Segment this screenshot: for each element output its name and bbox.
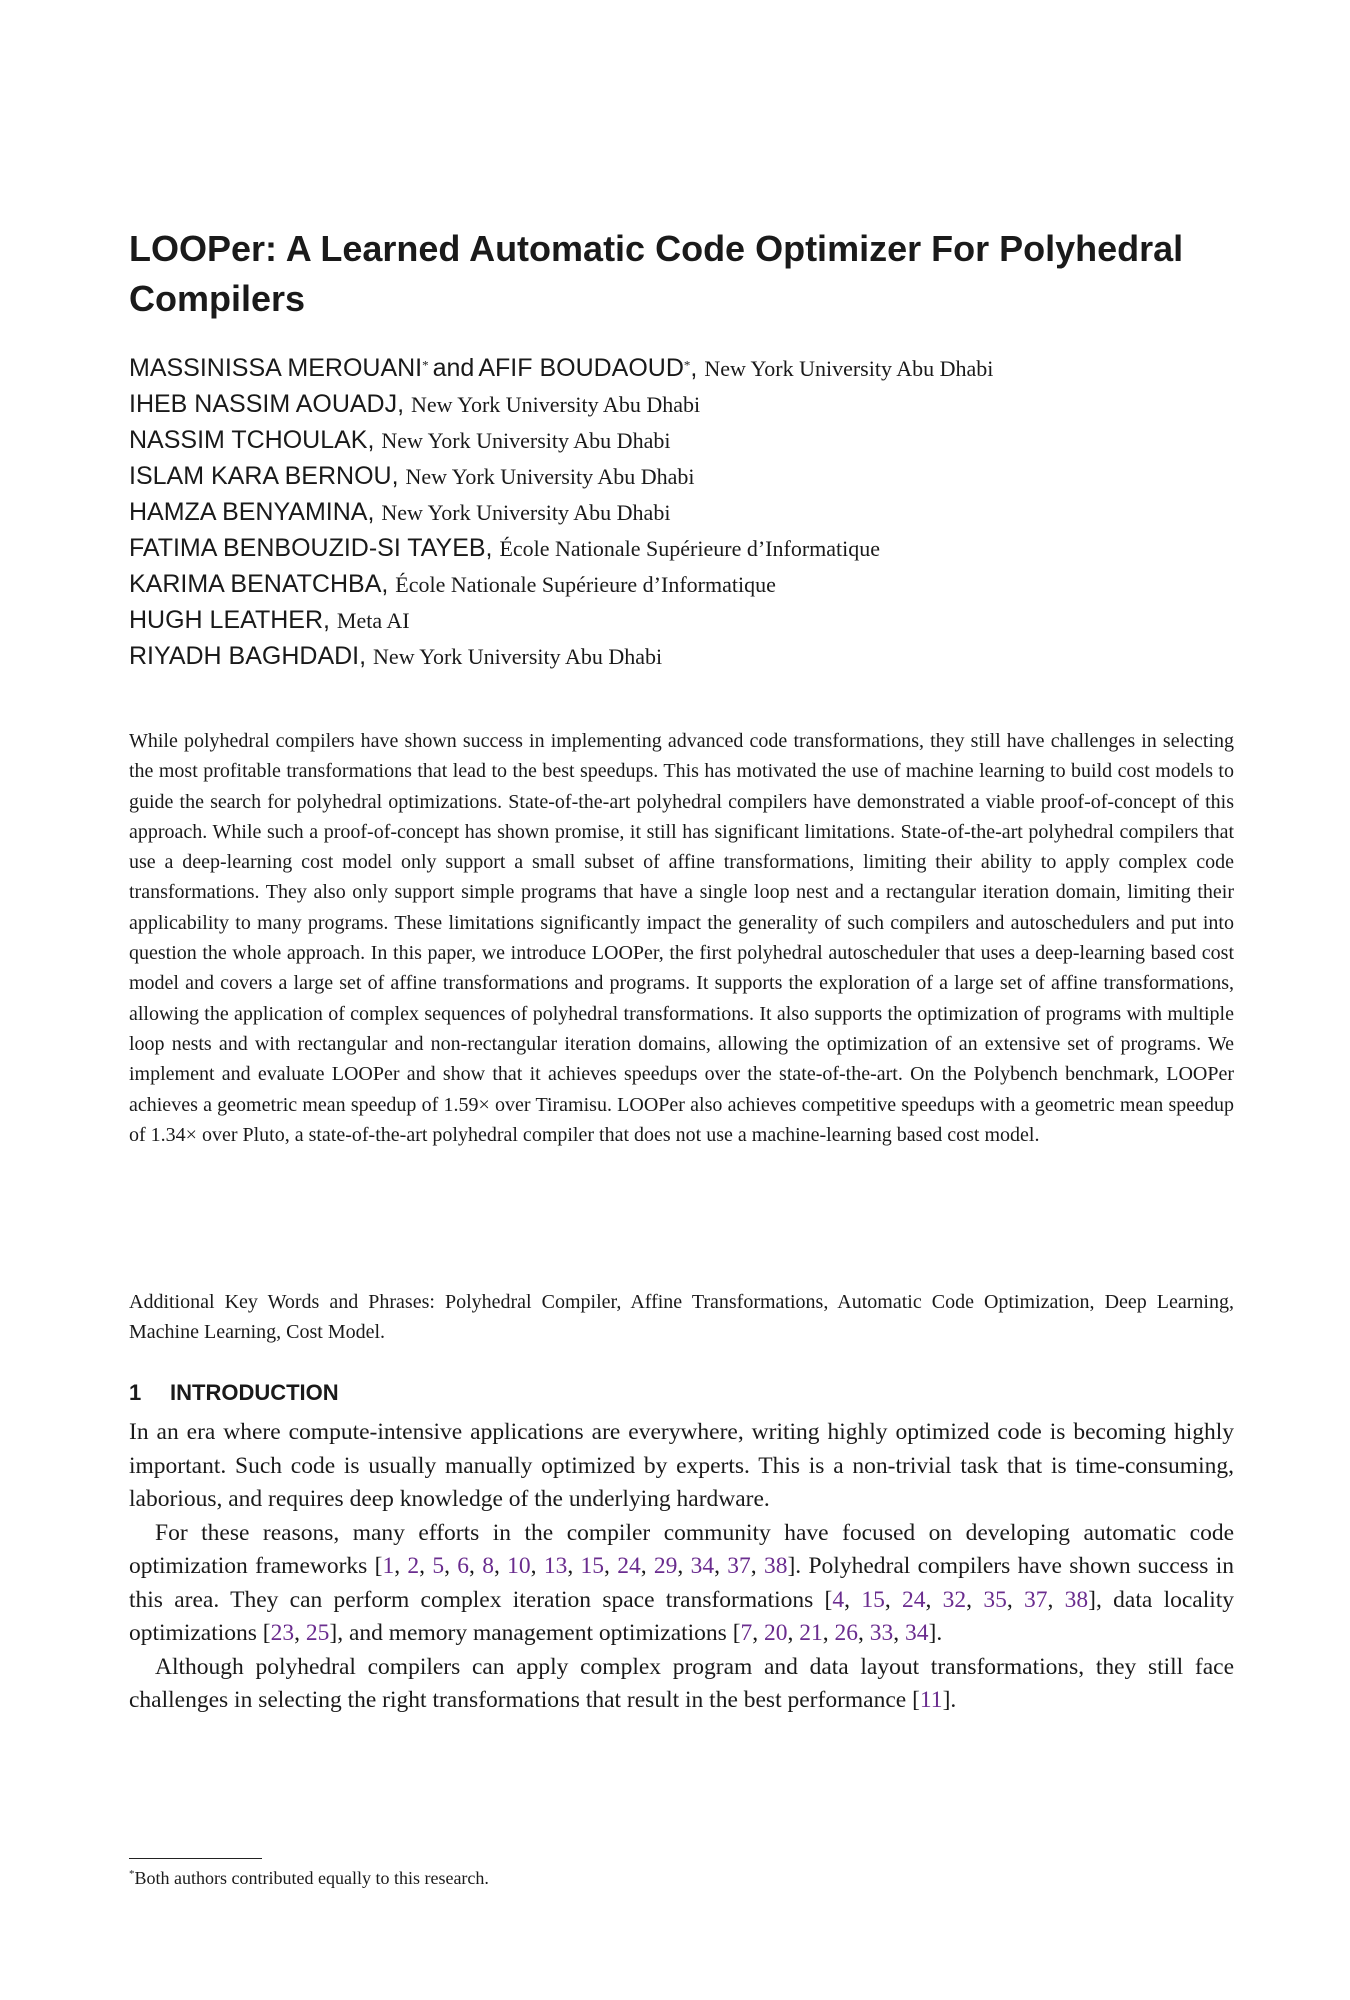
citation-link[interactable]: 15 [861,1586,885,1613]
citation-link[interactable]: 20 [764,1620,788,1646]
citation-link[interactable]: 37 [727,1553,751,1579]
author-line: MASSINISSA MEROUANI* and AFIF BOUDAOUD*, New York University Abu Dhabi [129,354,994,382]
author-affiliation: École Nationale Supérieure d’Informatique [499,536,881,561]
author-name: FATIMA BENBOUZID-SI TAYEB [129,534,486,562]
author-affiliation: Meta AI [336,608,410,633]
author-affiliation: New York University Abu Dhabi [704,356,994,381]
author-line: FATIMA BENBOUZID-SI TAYEB, École Nationale Supérieure d’Informatique [129,534,881,562]
paragraph: For these reasons, many efforts in the compiler community have focused on developing automatic code optimization frameworks [1, 2, 5, 6, 8, 10, 13, 15, 24, 29, 34, 37, 38]. Polyhedral compilers have shown success in this area. They can perform complex iteration space transformations [4, 15, 24, 32, 35, 37, 38], data locality optimizations [23, 25], and memory management optimizations [7, 20, 21, 26, 33, 34]. [129,1519,1235,1646]
citation-link[interactable]: 32 [942,1586,967,1613]
author-name: MASSINISSA MEROUANI [129,354,423,382]
citation-link[interactable]: 2 [407,1553,420,1579]
author-line: HAMZA BENYAMINA, New York University Abu Dhabi [129,498,671,526]
footnote-rule [129,1858,262,1859]
author-affiliation: École Nationale Supérieure d’Informatique [395,572,776,597]
citation-link[interactable]: 37 [1024,1586,1048,1613]
abstract: While polyhedral compilers have shown success in implementing advanced code transformations, they still have challenges in selecting the most profitable transformations that lead to the best speedups. This has motivated the use of machine learning to build cost models to guide the search for polyhedral optimizations. State-of-the-art polyhedral compilers have demonstrated a viable proof-of-concept of this approach. While such a proof-of-concept has shown promise, it still has significant limitations. State-of-the-art polyhedral compilers that use a deep-learning cost model only support a small subset of affine transformations, limiting their ability to apply complex code transformations. They also only support simple programs that have a single loop nest and a rectangular iteration domain, limiting their applicability to many programs. These limitations significantly impact the generality of such compilers and autoschedulers and put into question the whole approach. In this paper, we introduce LOOPer, the first polyhedral autoscheduler that uses a deep-learning based cost model and covers a large set of affine transformations and programs. It supports the exploration of a large set of affine transformations, allowing the application of complex sequences of polyhedral transformations. It also supports the optimization of programs with multiple loop nests and with rectangular and non-rectangular iteration domains, allowing the optimization of an extensive set of programs. We implement and evaluate LOOPer and show that it achieves speedups over the state-of-the-art. On the Polybench benchmark, LOOPer achieves a geometric mean speedup of 1.59× over Tiramisu. LOOPer also achieves competitive speedups with a geometric mean speedup of 1.34× over Pluto, a state-of-the-art polyhedral compiler that does not use a machine-learning based cost model. [129,730,1234,1146]
paragraph: Although polyhedral compilers can apply complex program and data layout transformations, they still face challenges in selecting the right transformations that result in the best performance [11]. [129,1653,1234,1713]
footnote-mark: * [422,357,429,373]
author-affiliation: New York University Abu Dhabi [381,428,671,453]
citation-link[interactable]: 5 [432,1553,445,1579]
footnote-text: Both authors contributed equally to this research. [134,1868,489,1888]
author-name: AFIF BOUDAOUD [478,354,684,382]
section-heading [129,1378,1234,1408]
citation-link[interactable]: 6 [457,1553,470,1579]
citation-link[interactable]: 26 [834,1620,859,1646]
citation-link[interactable]: 8 [482,1553,494,1579]
citation-link[interactable]: 24 [901,1586,926,1613]
author-line: NASSIM TCHOULAK, New York University Abu Dhabi [129,426,671,454]
citation-link[interactable]: 1 [382,1553,395,1579]
citation-link[interactable]: 38 [763,1553,788,1579]
author-name: ISLAM KARA BERNOU [129,462,392,490]
introduction-body [129,1416,1234,1718]
author-name: IHEB NASSIM AOUADJ [129,390,398,418]
citation-link[interactable]: 4 [832,1586,845,1613]
citation-link[interactable]: 7 [740,1620,753,1646]
citation-link[interactable]: 15 [580,1553,605,1579]
citation-link[interactable]: 10 [507,1553,531,1579]
author-line: HUGH LEATHER, Meta AI [129,606,410,634]
citation-link[interactable]: 23 [270,1620,295,1646]
footnote [129,1866,1234,1890]
citation-link[interactable]: 24 [617,1553,641,1579]
paper-title: LOOPer: A Learned Automatic Code Optimizer For Polyhedral Compilers [129,228,1184,319]
footnote-mark: * [129,1868,135,1880]
author-name: NASSIM TCHOULAK [129,426,368,454]
citation-link[interactable]: 11 [919,1687,943,1713]
keywords: Additional Key Words and Phrases: Polyhedral Compiler, Affine Transformations, Automatic Code Optimization, Deep Learning, Machine Learning, Cost Model. [129,1291,1234,1343]
author-conjunction: and [432,354,475,382]
citation-link[interactable]: 13 [543,1553,568,1579]
citation-link[interactable]: 33 [869,1620,894,1646]
citation-link[interactable]: 29 [653,1553,678,1579]
author-affiliation: New York University Abu Dhabi [411,392,701,417]
author-name: KARIMA BENATCHBA [129,570,382,598]
section-number: 1 [129,1380,142,1405]
citation-link[interactable]: 25 [305,1620,330,1646]
footnote-mark: * [683,357,691,373]
author-affiliation: New York University Abu Dhabi [373,644,663,669]
author-line: RIYADH BAGHDADI, New York University Abu Dhabi [129,642,663,670]
section-title: INTRODUCTION [170,1380,339,1405]
citation-link[interactable]: 21 [799,1620,823,1646]
citation-link[interactable]: 34 [690,1553,715,1579]
author-line: KARIMA BENATCHBA, École Nationale Supérieure d’Informatique [129,570,776,598]
paragraph: In an era where compute-intensive applications are everywhere, writing highly optimized code is becoming highly important. Such code is usually manually optimized by experts. This is a non-trivial task that is time-consuming, laborious, and requires deep knowledge of the underlying hardware. [129,1419,1234,1512]
author-name: HAMZA BENYAMINA [129,498,368,526]
author-line: ISLAM KARA BERNOU, New York University Abu Dhabi [129,462,695,490]
author-list [129,350,1234,674]
citation-link[interactable]: 38 [1064,1586,1089,1613]
citation-link[interactable]: 34 [905,1620,929,1646]
author-affiliation: New York University Abu Dhabi [405,464,695,489]
citation-link[interactable]: 35 [983,1586,1007,1613]
author-line: IHEB NASSIM AOUADJ, New York University Abu Dhabi [129,390,701,418]
author-affiliation: New York University Abu Dhabi [381,500,671,525]
author-name: HUGH LEATHER [129,606,324,634]
author-name: RIYADH BAGHDADI [129,642,360,670]
